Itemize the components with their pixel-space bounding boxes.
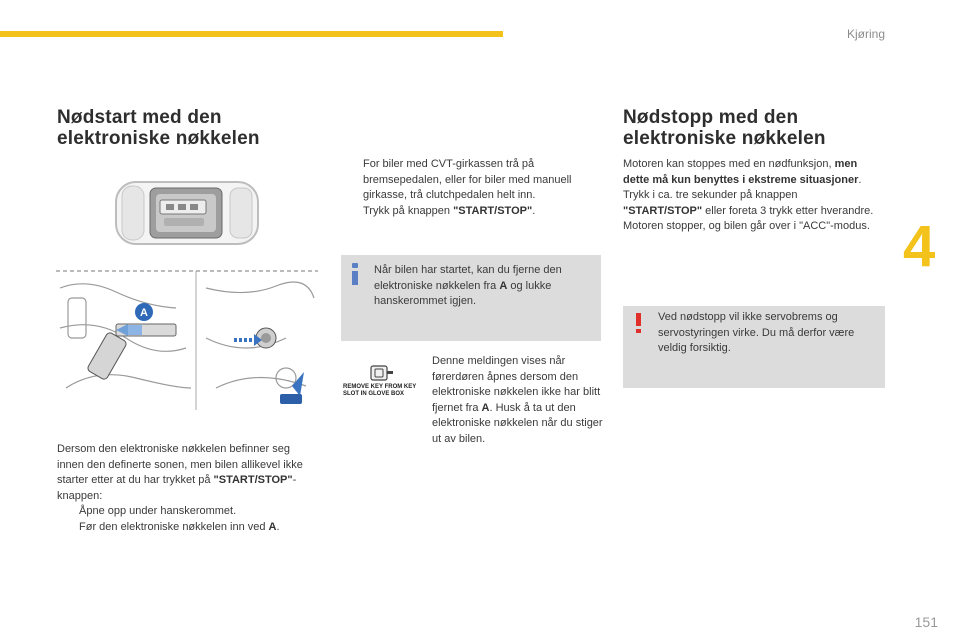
right-body-text-2: . Trykk i ca. tre sekunder på knappen bbox=[623, 173, 862, 201]
right-heading: Nødstopp med den elektroniske nøkkelen bbox=[623, 107, 826, 149]
bullet-mark bbox=[57, 520, 79, 536]
left-heading: Nødstart med den elektroniske nøkkelen bbox=[57, 107, 260, 149]
left-bullet-2-bold: A bbox=[268, 520, 277, 533]
key-message-line-2: SLOT IN GLOVE BOX bbox=[343, 391, 405, 397]
glovebox-key-slot-figure bbox=[56, 268, 318, 410]
left-intro-button-name: "START/STOP" bbox=[213, 474, 293, 486]
section-title: Kjøring bbox=[846, 27, 885, 41]
info-icon bbox=[351, 263, 359, 285]
figure-label-a: A bbox=[140, 307, 148, 319]
left-bullet-2-text: Før den elektroniske nøkkelen inn ved bbox=[79, 520, 269, 533]
bullet-mark bbox=[57, 504, 79, 520]
left-bullet-1 bbox=[57, 504, 319, 520]
chapter-color-bar bbox=[0, 31, 503, 37]
message-description-bold: A bbox=[481, 401, 490, 414]
message-description bbox=[341, 354, 603, 447]
bullet-mark bbox=[341, 204, 363, 220]
right-body-text-4: Motoren stopper, og bilen går over i "ACC"-modus. bbox=[623, 220, 870, 232]
info-text bbox=[374, 263, 592, 310]
bullet-mark bbox=[341, 157, 363, 204]
info-text-post: og lukke hanskerommet igjen. bbox=[374, 279, 552, 307]
left-bullet-2-post: . bbox=[276, 520, 280, 533]
message-description-text: Denne meldingen vises når førerdøren åpnes dersom den elektroniske nøkkelen ikke har blitt fjernet fra bbox=[432, 355, 601, 414]
message-description-block bbox=[341, 354, 603, 447]
middle-bullet-1-text: For biler med CVT-girkassen trå på bremsepedalen, eller for biler med manuell girkasse, trå clutchpedalen helt inn. bbox=[363, 158, 572, 201]
left-bullet-2 bbox=[57, 520, 319, 536]
middle-bullet-2-post: . bbox=[532, 204, 536, 217]
message-description-post: . Husk å ta ut den elektroniske nøkkelen når du stiger ut av bilen. bbox=[432, 401, 603, 445]
right-body bbox=[623, 157, 878, 235]
warning-text: Ved nødstopp vil ikke servobrems og servostyringen virke. Du må derfor være veldig forsiktig. bbox=[658, 311, 855, 354]
page-number: 151 bbox=[914, 614, 938, 630]
middle-bullet-1 bbox=[341, 157, 603, 204]
car-top-view-figure bbox=[112, 178, 262, 248]
right-body-text-1: Motoren kan stoppes med en nødfunksjon, bbox=[623, 158, 835, 170]
right-body-bold-2: "START/STOP" bbox=[623, 204, 703, 217]
key-message-line-1: REMOVE KEY FROM KEY bbox=[343, 384, 417, 390]
middle-instructions bbox=[341, 157, 603, 219]
middle-bullet-2-text: Trykk på knappen bbox=[363, 204, 454, 217]
info-text-bold: A bbox=[499, 279, 508, 292]
left-intro-paragraph bbox=[57, 442, 319, 504]
left-bullet-1-text: Åpne opp under hanskerommet. bbox=[79, 505, 237, 517]
left-intro-suffix: -knappen: bbox=[57, 474, 297, 502]
info-text-main: Når bilen har startet, kan du fjerne den elektroniske nøkkelen fra bbox=[374, 264, 562, 292]
left-body bbox=[57, 442, 319, 535]
right-body-text-3: eller foreta 3 trykk etter hverandre. bbox=[702, 204, 874, 217]
right-body-bold-1: men dette må kun benyttes i ekstreme situasjoner bbox=[623, 158, 859, 186]
chapter-number: 4 bbox=[903, 214, 936, 279]
middle-bullet-2 bbox=[341, 204, 603, 220]
warning-icon bbox=[636, 313, 642, 333]
middle-bullet-2-bold: "START/STOP" bbox=[453, 204, 533, 217]
left-intro-text: Dersom den elektroniske nøkkelen befinner seg innen den definerte sonen, men bilen allikevel ikke starter etter at du har trykket på bbox=[57, 443, 303, 486]
